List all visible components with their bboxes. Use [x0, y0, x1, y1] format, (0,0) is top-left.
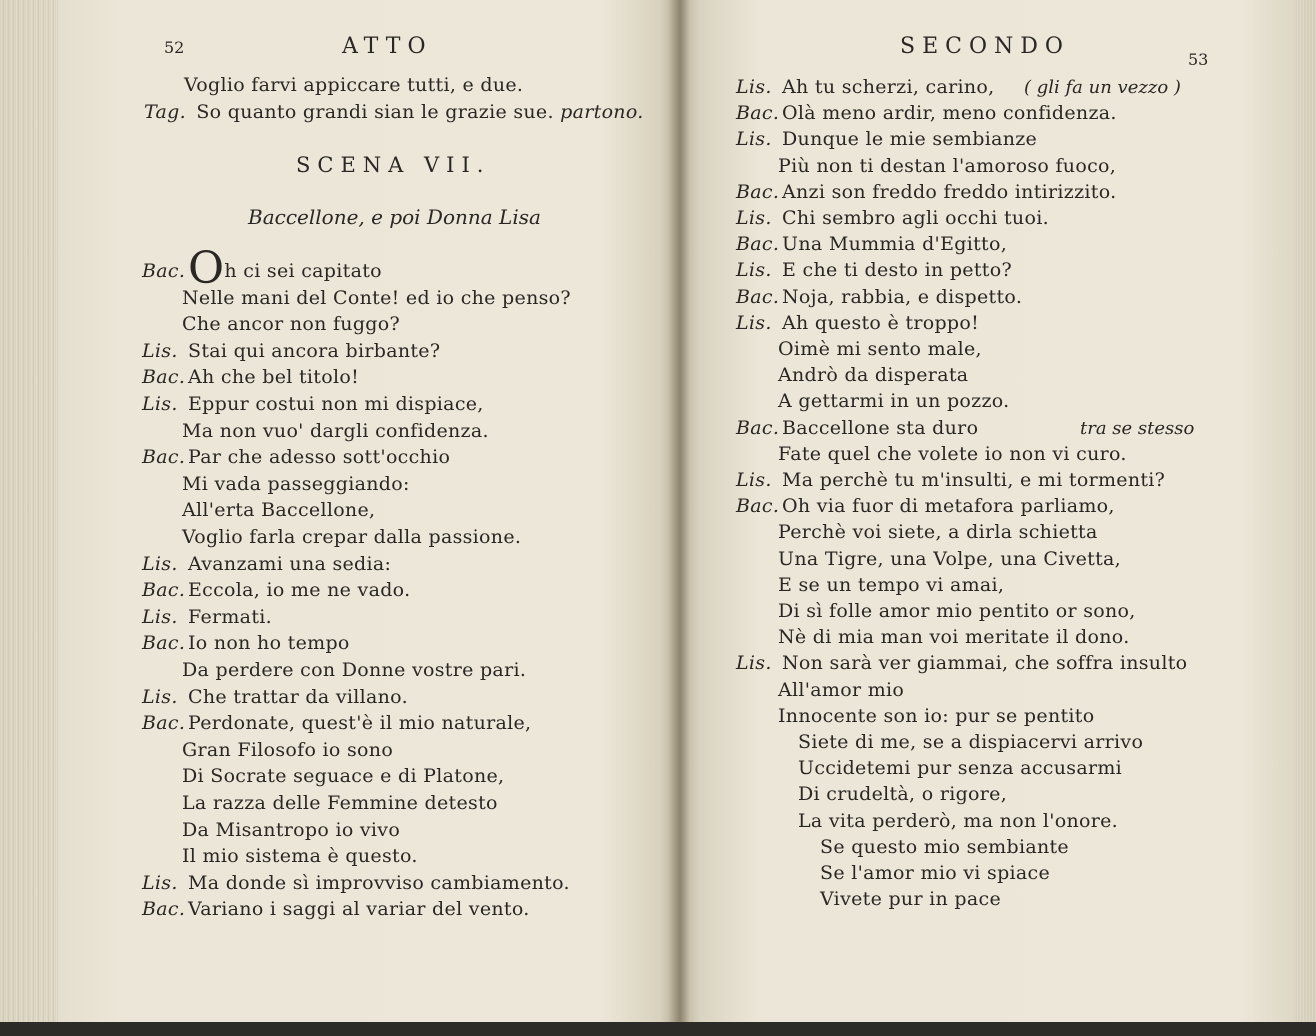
dialogue-line [798, 731, 1143, 753]
text-line [144, 101, 644, 123]
speaker-label: Bac. [142, 446, 186, 469]
dialogue-line [778, 705, 1094, 727]
speaker-label: Bac. [736, 102, 780, 125]
line-text: Di sì folle amor mio pentito or sono, [778, 600, 1136, 622]
dialogue-line [182, 659, 526, 681]
dialogue-line [736, 312, 979, 334]
dialogue-line [142, 393, 484, 415]
dialogue-line [142, 898, 530, 920]
line-text: Eccola, io me ne vado. [188, 579, 411, 602]
line-text: A gettarmi in un pozzo. [778, 390, 1010, 413]
dialogue-line [142, 632, 350, 654]
dialogue-line [142, 579, 410, 601]
dialogue-line [820, 862, 1050, 884]
line-text: Che trattar da villano. [188, 685, 408, 708]
line-text: Da perdere con Donne vostre pari. [182, 659, 527, 681]
dialogue-line [736, 417, 978, 439]
line-text: Mi vada passeggiando: [182, 472, 410, 495]
scene-title: SCENA VII. [296, 153, 491, 177]
speaker-label: Lis. [736, 311, 772, 334]
bottom-shadow [0, 1022, 1316, 1036]
stage-direction: tra se stesso [1080, 417, 1195, 439]
speaker-label: Bac. [736, 285, 780, 308]
speaker-label: Lis. [142, 871, 178, 894]
speaker-label: Bac. [142, 579, 186, 602]
dialogue-line [182, 473, 410, 495]
speaker-label: Bac. [736, 495, 780, 518]
dialogue-line [736, 469, 1165, 491]
line-text: Ah che bel titolo! [188, 366, 360, 389]
line-text: Par che adesso sott'occhio [188, 446, 451, 469]
line-text: Chi sembro agli occhi tuoi. [782, 207, 1049, 229]
right-page [692, 0, 1292, 1020]
dialogue-line [182, 845, 418, 867]
dialogue-line [736, 207, 1049, 229]
speaker-label: Bac. [736, 233, 780, 256]
line-text: Il mio sistema è questo. [182, 845, 418, 868]
line-text: Oimè mi sento male, [778, 338, 982, 360]
line-text: E che ti desto in petto? [782, 259, 1012, 282]
dialogue-line [182, 739, 393, 761]
drop-cap: O [188, 243, 225, 294]
dialogue-line [142, 606, 272, 628]
line-text: Più non ti destan l'amoroso fuoco, [778, 154, 1117, 177]
line-text: Ma donde sì improvviso cambiamento. [188, 871, 570, 894]
dialogue-line [182, 819, 400, 841]
line-text: Che ancor non fuggo? [182, 313, 400, 336]
dialogue-line [736, 181, 1116, 203]
dialogue-line [736, 495, 1115, 517]
line-text: Noja, rabbia, e dispetto. [782, 285, 1023, 308]
line-text: Voglio farvi appiccare tutti, e due. [184, 74, 524, 96]
line-text: Anzi son freddo freddo intirizzito. [782, 180, 1117, 203]
line-text: Se questo mio sembiante [820, 835, 1069, 858]
running-header-left: ATTO [342, 34, 433, 59]
dialogue-line [798, 810, 1118, 832]
line-text: Baccellone sta duro [782, 416, 979, 439]
dialogue-line [778, 574, 1004, 596]
speaker-label: Lis. [142, 605, 178, 628]
line-text: La vita perderò, ma non l'onore. [798, 809, 1119, 832]
line-text: Olà meno ardir, meno confidenza. [782, 102, 1117, 125]
line-text: All'amor mio [778, 678, 905, 701]
dialogue-line [820, 836, 1069, 858]
speaker-label: Lis. [736, 259, 772, 282]
line-text: Variano i saggi al variar del vento. [188, 898, 530, 921]
running-header-right: SECONDO [900, 34, 1070, 59]
dialogue-line [142, 243, 382, 294]
dialogue-line [820, 888, 1001, 910]
line-text: Una Mummia d'Egitto, [782, 233, 1008, 256]
line-text: Nelle mani del Conte! ed io che penso? [182, 286, 571, 309]
line-text: Stai qui ancora birbante? [188, 339, 441, 362]
line-text: Ah questo è troppo! [782, 311, 980, 334]
line-text: Oh via fuor di metafora parliamo, [782, 495, 1115, 518]
dialogue-line [182, 526, 521, 548]
dialogue-line [736, 76, 994, 98]
line-text: So quanto grandi sian le grazie sue. [196, 101, 554, 123]
dialogue-line [736, 102, 1117, 124]
page-number-left: 52 [164, 38, 185, 57]
speaker-label: Lis. [142, 552, 178, 575]
line-text: h ci sei capitato [224, 260, 382, 282]
line-text: Avanzami una sedia: [188, 552, 392, 575]
dialogue-line [182, 765, 504, 787]
speaker-label: Bac. [736, 416, 780, 439]
dialogue-line [182, 420, 489, 442]
dialogue-line [182, 313, 400, 335]
speaker-label: Bac. [142, 712, 186, 735]
line-text: Uccidetemi pur senza accusarmi [798, 757, 1123, 780]
dialogue-line [778, 390, 1010, 412]
speaker-label: Bac. [142, 260, 186, 282]
line-text: Ma perchè tu m'insulti, e mi tormenti? [782, 469, 1166, 491]
line-text: All'erta Baccellone, [182, 499, 376, 522]
line-text: Non sarà ver giammai, che soffra insulto [782, 652, 1188, 675]
speaker-label: Lis. [142, 339, 178, 362]
line-text: Ah tu scherzi, carino, [782, 76, 995, 98]
dialogue-line [182, 792, 498, 814]
dialogue-line [798, 757, 1122, 779]
speaker-label: Lis. [142, 393, 178, 415]
line-text: Se l'amor mio vi spiace [820, 862, 1051, 884]
page-edges-right [1296, 0, 1316, 1036]
dialogue-line [778, 443, 1127, 465]
dialogue-line [182, 287, 571, 309]
dialogue-line [778, 626, 1130, 648]
dialogue-line [778, 338, 982, 360]
line-text: Fate quel che volete io non vi curo. [778, 442, 1127, 465]
dialogue-line [142, 872, 570, 894]
speaker-label: Bac. [142, 898, 186, 921]
speaker-label: Bac. [142, 632, 186, 655]
dialogue-line [778, 364, 968, 386]
dialogue-line [736, 286, 1022, 308]
line-text: Io non ho tempo [188, 632, 350, 655]
dialogue-line [142, 366, 359, 388]
line-text: La razza delle Femmine detesto [182, 792, 498, 814]
line-text: Perdonate, quest'è il mio naturale, [188, 712, 532, 735]
dialogue-line [778, 521, 1098, 543]
line-text: Dunque le mie sembianze [782, 128, 1038, 151]
dialogue-line [182, 499, 375, 521]
stage-direction: ( gli fa un vezzo ) [1024, 77, 1181, 98]
page-number-right: 53 [1188, 50, 1209, 69]
scene-subtitle: Baccellone, e poi Donna Lisa [248, 205, 541, 229]
dialogue-line [778, 548, 1121, 570]
speaker-label: Lis. [736, 128, 772, 151]
dialogue-line [778, 155, 1116, 177]
dialogue-line [736, 652, 1187, 674]
dialogue-line [736, 128, 1037, 150]
line-text: Siete di me, se a dispiacervi arrivo [798, 731, 1144, 753]
line-text: Di crudeltà, o rigore, [798, 783, 1008, 806]
line-text: Una Tigre, una Volpe, una Civetta, [778, 547, 1122, 570]
line-text: Innocente son io: pur se pentito [778, 704, 1095, 727]
dialogue-line [142, 340, 440, 362]
speaker-label: Lis. [736, 652, 772, 675]
speaker-label: Tag. [144, 101, 186, 123]
line-text: Da Misantropo io vivo [182, 818, 401, 841]
text-line [184, 74, 523, 96]
dialogue-line [142, 712, 531, 734]
line-text: Gran Filosofo io sono [182, 738, 394, 761]
line-text: Di Socrate seguace e di Platone, [182, 765, 505, 788]
line-text: Fermati. [188, 605, 272, 628]
stage-direction: partono. [560, 101, 644, 123]
dialogue-line [778, 679, 904, 701]
book-gutter [668, 0, 690, 1036]
dialogue-line [142, 446, 450, 468]
line-text: Voglio farla crepar dalla passione. [182, 526, 522, 548]
dialogue-line [798, 783, 1007, 805]
line-text: Eppur costui non mi dispiace, [188, 393, 484, 415]
line-text: Vivete pur in pace [820, 888, 1002, 911]
speaker-label: Bac. [142, 366, 186, 389]
line-text: Nè di mia man voi meritate il dono. [778, 626, 1130, 649]
line-text: E se un tempo vi amai, [778, 573, 1005, 596]
dialogue-line [736, 259, 1012, 281]
page-edges-left [0, 0, 58, 1036]
line-text: Andrò da disperata [778, 364, 969, 387]
line-text: Ma non vuo' dargli confidenza. [182, 419, 489, 442]
dialogue-line [778, 600, 1136, 622]
line-text: Perchè voi siete, a dirla schietta [778, 521, 1098, 544]
speaker-label: Bac. [736, 180, 780, 203]
speaker-label: Lis. [736, 76, 772, 98]
dialogue-line [736, 233, 1007, 255]
speaker-label: Lis. [142, 685, 178, 708]
left-page [60, 0, 665, 1020]
dialogue-line [142, 686, 408, 708]
speaker-label: Lis. [736, 207, 772, 229]
dialogue-line [142, 553, 391, 575]
speaker-label: Lis. [736, 469, 772, 491]
